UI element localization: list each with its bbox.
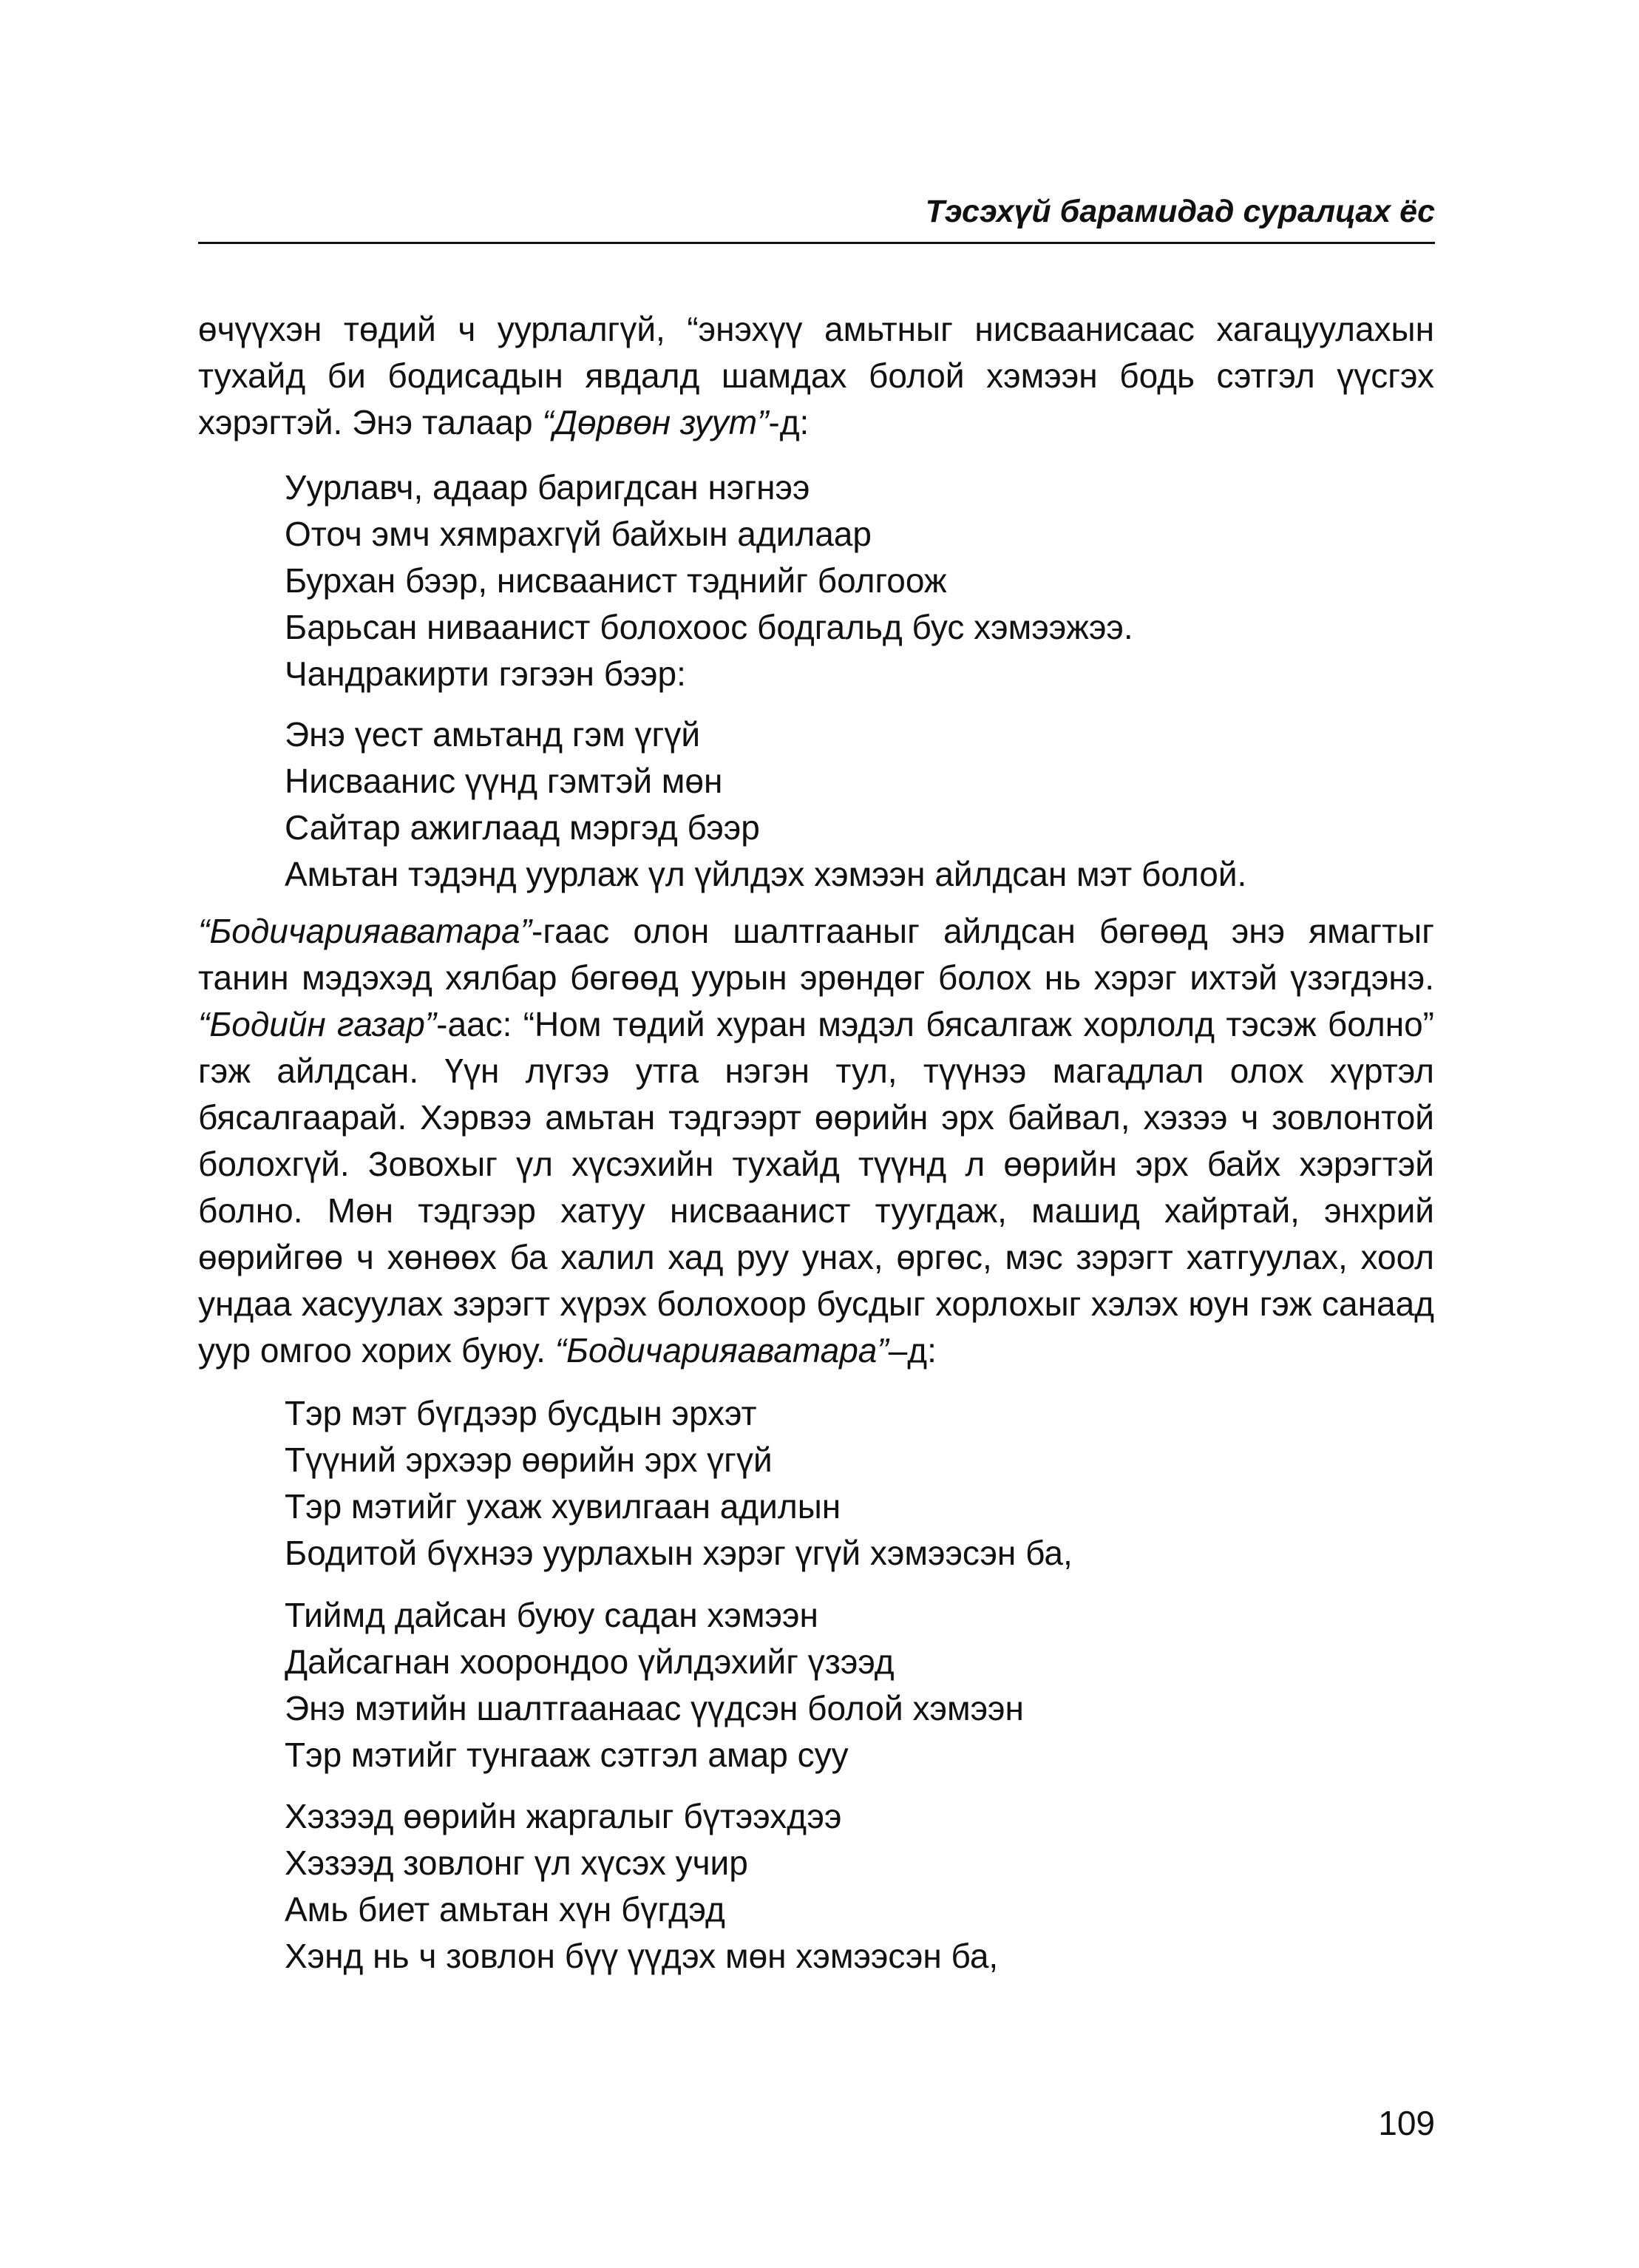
verse-line: Хэзээд зовлонг үл хүсэх учир: [285, 1844, 748, 1882]
verse-line: Энэ мэтийн шалтгаанаас үүдсэн болой хэмээн: [285, 1689, 1024, 1727]
paragraph-1-text-1: өчүүхэн төдий ч уурлалгүй, “энэхүү амьтныг нисваанисаас хагацуулахын тухайд би бодисадын явдалд шамдах болой хэмээн бодь сэтгэл үүсгэх хэрэгтэй. Энэ талаар: [198, 310, 1434, 441]
verse-line: Түүний эрхээр өөрийн эрх үгүй: [285, 1441, 773, 1479]
citation-bodiin-gazar: “Бодийн газар”: [198, 1005, 437, 1043]
paragraph-2-text-3: –д:: [888, 1331, 937, 1370]
verse-line: Хэзээд өөрийн жаргалыг бүтээхдээ: [285, 1797, 842, 1835]
verse-line: Тэр мэт бүгдээр бусдын эрхэт: [285, 1394, 757, 1432]
verse-line: Барьсан ниваанист болохоос бодгальд бус хэмээжээ.: [285, 608, 1133, 646]
verse-line: Сайтар ажиглаад мэргэд бээр: [285, 808, 760, 847]
citation-bodicharyavatara: “Бодичарияаватара”: [198, 912, 532, 950]
header-rule: [198, 242, 1435, 244]
paragraph-1-text-2: -д:: [768, 403, 810, 441]
verse-line: Амьтан тэдэнд уурлаж үл үйлдэх хэмээн айлдсан мэт болой.: [285, 855, 1247, 893]
verse-line: Хэнд нь ч зовлон бүү үүдэх мөн хэмээсэн ба,: [285, 1937, 999, 1975]
verse-line: Нисваанис үүнд гэмтэй мөн: [285, 762, 723, 800]
running-header-title: Тэсэхүй барамидад суралцах ёс: [925, 194, 1435, 229]
verse-stanza-1: [285, 464, 1133, 697]
verse-stanza-4: [285, 1592, 1024, 1778]
paragraph-2-text-1: -гаас олон шалтгааныг айлдсан бөгөөд энэ ямагтыг танин мэдэхэд хялбар бөгөөд уурын эрөндөг болох нь хэрэг ихтэй үзэгдэнэ.: [198, 912, 1434, 997]
verse-line: Тэр мэтийг тунгааж сэтгэл амар суу: [285, 1736, 849, 1774]
verse-stanza-2: [285, 711, 1246, 898]
paragraph-1: [198, 306, 1434, 446]
verse-line: Бодитой бүхнээ уурлахын хэрэг үгүй хэмээсэн ба,: [285, 1534, 1073, 1572]
verse-line: Чандракирти гэгээн бээр:: [285, 654, 686, 693]
citation-dorvon-zuut: “Дөрвөн зуут”: [542, 403, 769, 441]
verse-stanza-3: [285, 1390, 1073, 1577]
verse-line: Тиймд дайсан буюу садан хэмээн: [285, 1596, 818, 1634]
paragraph-2: [198, 908, 1434, 1374]
verse-line: Бурхан бээр, нисваанист тэднийг болгоож: [285, 561, 947, 600]
page-number: 109: [1378, 2104, 1435, 2142]
verse-line: Дайсагнан хоорондоо үйлдэхийг үзээд: [285, 1642, 895, 1681]
verse-line: Тэр мэтийг ухаж хувилгаан адилын: [285, 1487, 841, 1526]
verse-line: Энэ үест амьтанд гэм үгүй: [285, 715, 701, 754]
verse-line: Оточ эмч хямрахгүй байхын адилаар: [285, 515, 872, 553]
verse-line: Уурлавч, адаар баригдсан нэгнээ: [285, 468, 810, 507]
citation-bodicharyavatara-2: “Бодичарияаватара”: [554, 1331, 889, 1370]
verse-stanza-5: [285, 1793, 998, 1980]
paragraph-2-text-2: -аас: “Ном төдий хуран мэдэл бясалгаж хорлолд тэсэж болно” гэж айлдсан. Үүн лүгээ утга нэгэн тул, түүнээ магадлал олох хүртэл бясалгаарай. Хэрвээ амьтан тэдгээрт өөрийн эрх байвал, хэзээ ч зовлонтой болохгүй. Зовохыг үл хүсэхийн тухайд түүнд л өөрийн эрх байх хэрэгтэй болно. Мөн тэдгээр хатуу нисваанист туугдаж, машид хайртай, энхрий өөрийгөө ч хөнөөх ба халил хад руу унах, өргөс, мэс зэрэгт хатгуулах, хоол ундаа хасуулах зэрэгт хүрэх болохоор бусдыг хорлохыг хэлэх юун гэж санаад уур омгоо хорих буюу.: [198, 1005, 1435, 1370]
verse-line: Амь биет амьтан хүн бүгдэд: [285, 1890, 725, 1929]
